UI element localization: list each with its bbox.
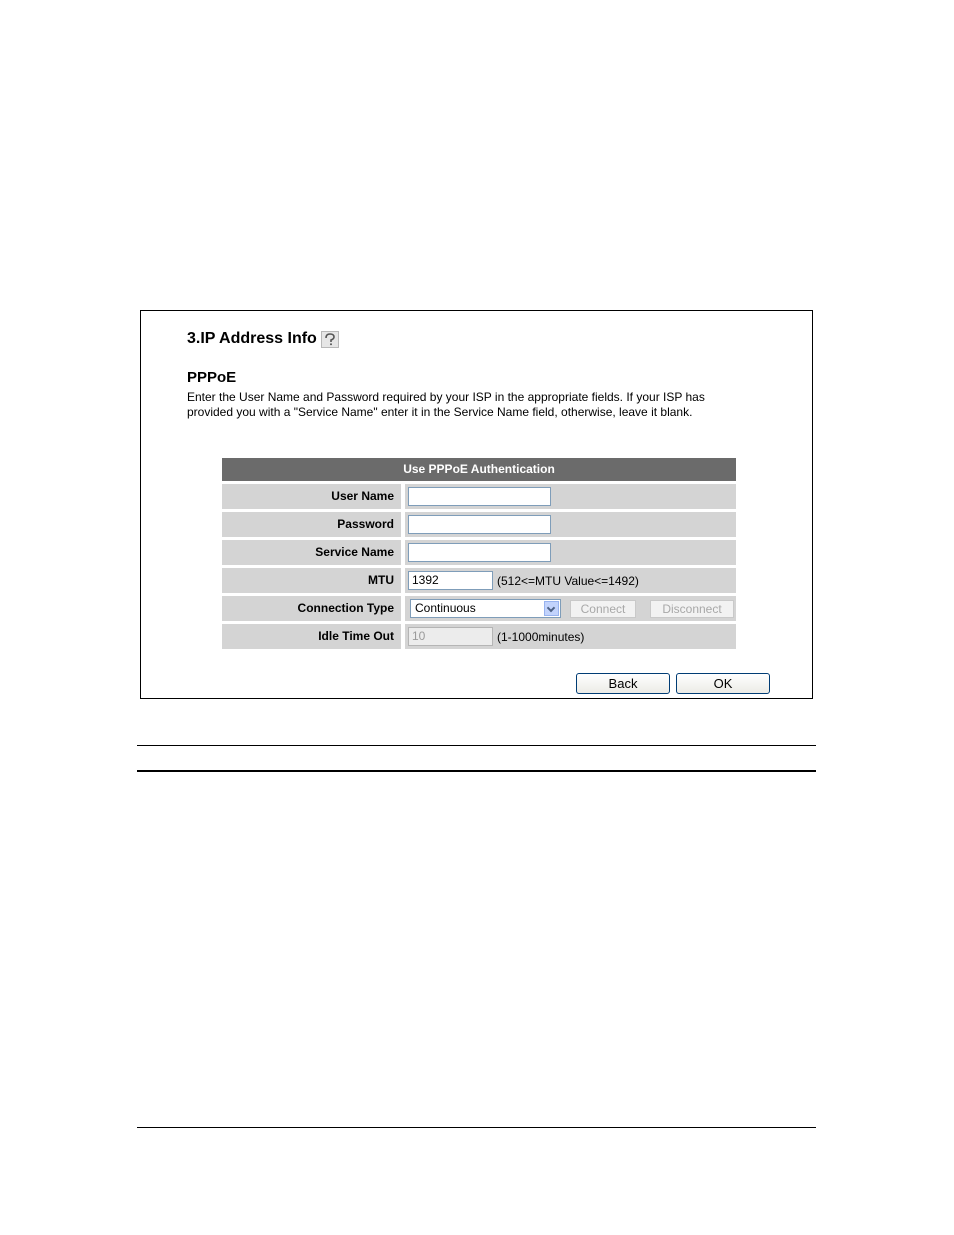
password-input[interactable] [408,515,551,534]
section-title: PPPoE [187,369,237,386]
row-connection-type [222,596,736,621]
connection-type-select[interactable] [410,599,561,618]
ok-button[interactable]: OK [676,673,770,694]
password-cell [405,512,736,537]
user-name-cell [405,484,736,509]
description [187,390,747,420]
password-label: Password [222,512,401,537]
form-header: Use PPPoE Authentication [222,458,736,481]
mtu-input[interactable]: 1392 [408,571,493,590]
mtu-label: MTU [222,568,401,593]
row-mtu [222,568,736,593]
service-name-label: Service Name [222,540,401,565]
row-password [222,512,736,537]
user-name-input[interactable] [408,487,551,506]
page-title [187,330,339,348]
connect-button[interactable]: Connect [570,600,636,618]
idle-time-out-label: Idle Time Out [222,624,401,649]
pppoe-form [222,458,736,649]
idle-time-out-input[interactable]: 10 [408,627,493,646]
connection-type-value: Continuous [415,601,476,615]
idle-time-out-hint: (1-1000minutes) [497,629,585,644]
row-service-name [222,540,736,565]
divider-middle [137,770,816,772]
divider-bottom [137,1127,816,1128]
row-idle-time-out [222,624,736,649]
service-name-input[interactable] [408,543,551,562]
service-name-cell [405,540,736,565]
page-title-text: 3.IP Address Info [187,330,317,347]
description-line-1: Enter the User Name and Password required by your ISP in the appropriate fields. If your ISP has [187,390,705,404]
chevron-down-icon[interactable] [544,601,559,616]
disconnect-button[interactable]: Disconnect [650,600,734,618]
divider-top [137,745,816,746]
connection-type-cell [405,596,736,621]
user-name-label: User Name [222,484,401,509]
back-button[interactable]: Back [576,673,670,694]
ip-address-info-panel [140,310,813,699]
mtu-hint: (512<=MTU Value<=1492) [497,573,639,588]
description-line-2: provided you with a "Service Name" enter it in the Service Name field, otherwise, leave it blank. [187,405,693,419]
idle-time-out-cell [405,624,736,649]
connection-type-label: Connection Type [222,596,401,621]
help-icon[interactable] [321,331,339,348]
row-user-name [222,484,736,509]
mtu-cell [405,568,736,593]
